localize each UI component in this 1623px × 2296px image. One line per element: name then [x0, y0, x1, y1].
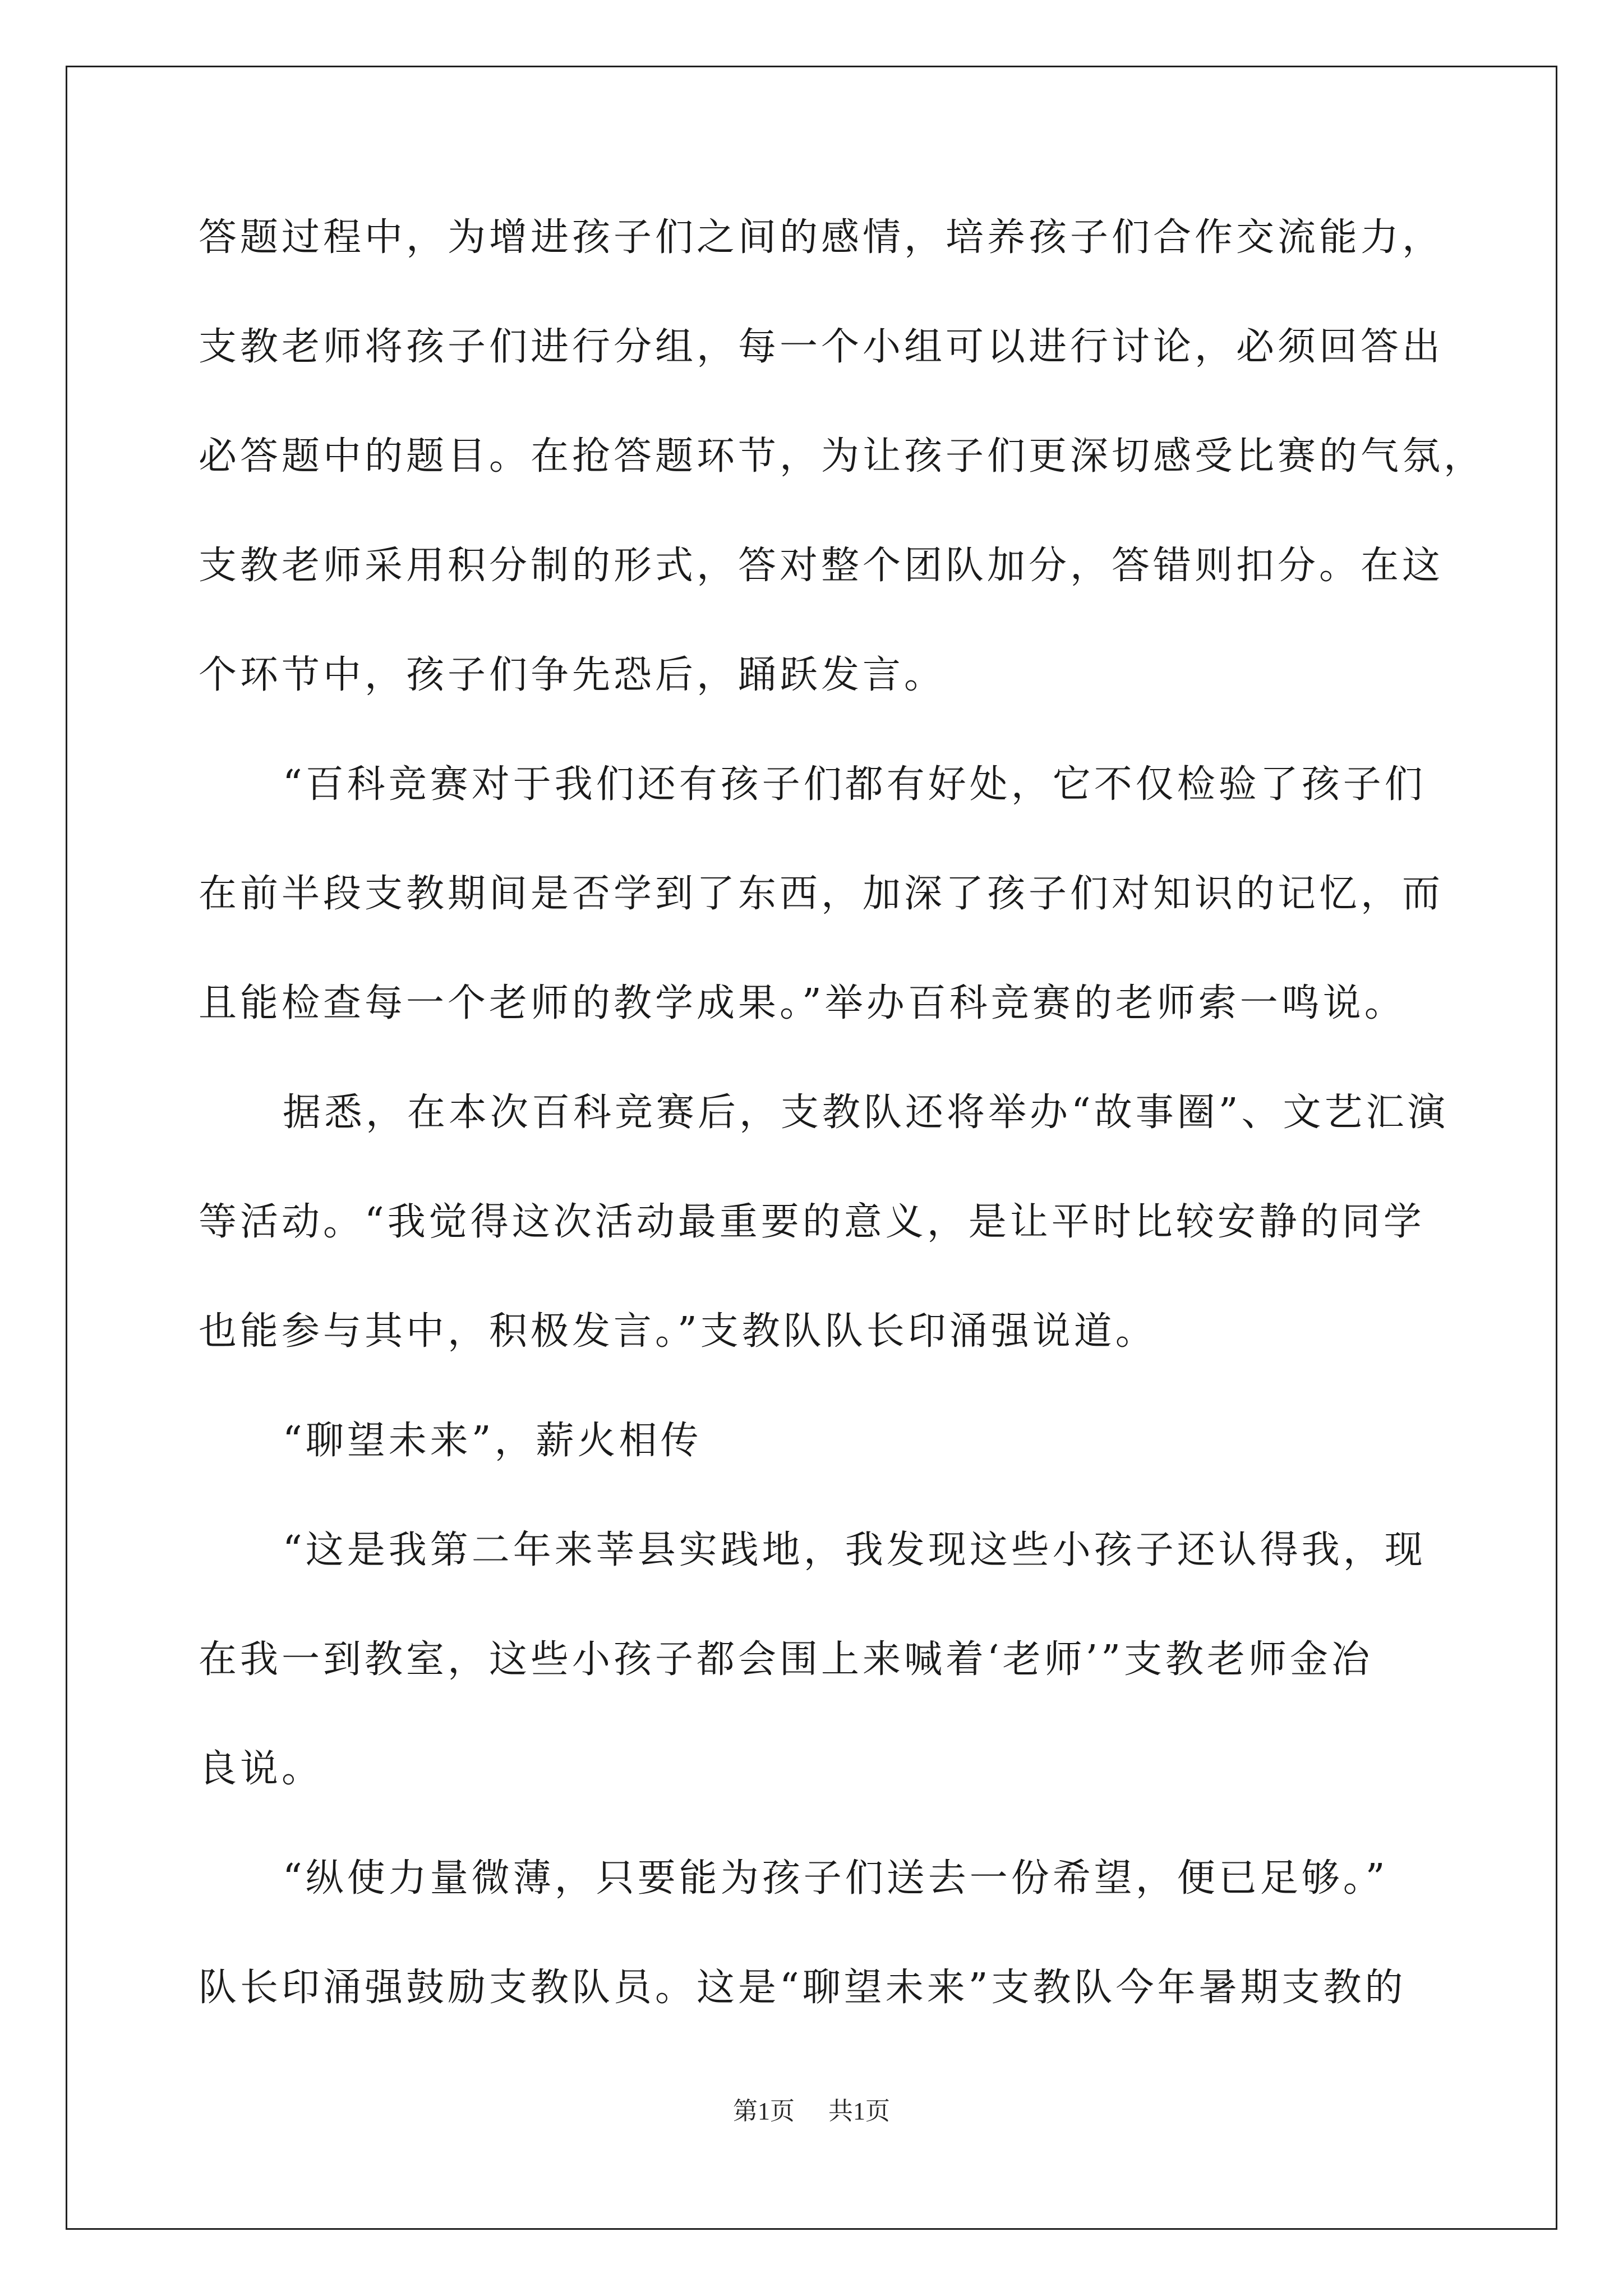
- text-line: 等活动。“我觉得这次活动最重要的意义，是让平时比较安静的同学: [199, 1200, 1425, 1244]
- text-line: 且能检查每一个老师的教学成果。”举办百科竞赛的老师索一鸣说。: [199, 981, 1406, 1025]
- text-line: 个环节中，孩子们争先恐后，踊跃发言。: [199, 653, 946, 697]
- page-number: 第1页: [733, 2097, 795, 2125]
- paragraph-first-line: “纵使力量微薄，只要能为孩子们送去一份希望，便已足够。”: [283, 1856, 1389, 1901]
- paragraph-first-line: “这是我第二年来莘县实践地，我发现这些小孩子还认得我，现: [283, 1528, 1426, 1572]
- text-line: 答题过程中，为增进孩子们之间的感情，培养孩子们合作交流能力，: [199, 215, 1444, 260]
- text-line: 也能参与其中，积极发言。”支教队队长印涌强说道。: [199, 1309, 1157, 1354]
- section-heading: “聊望未来”，薪火相传: [283, 1419, 702, 1463]
- document-body: [199, 208, 1486, 2067]
- page-total: 共1页: [828, 2097, 890, 2125]
- text-line: 队长印涌强鼓励支教队员。这是“聊望未来”支教队今年暑期支教的: [199, 1966, 1407, 2010]
- text-line: 支教老师将孩子们进行分组，每一个小组可以进行讨论，必须回答出: [199, 325, 1444, 369]
- text-line: 在我一到教室，这些小孩子都会围上来喊着‘老师’”支教老师金冶: [199, 1637, 1373, 1682]
- text-line: 良说。: [199, 1747, 324, 1791]
- page-footer: [0, 2091, 1623, 2127]
- text-line: 在前半段支教期间是否学到了东西，加深了孩子们对知识的记忆，而: [199, 872, 1444, 916]
- paragraph-first-line: “百科竞赛对于我们还有孩子们都有好处，它不仅检验了孩子们: [283, 762, 1426, 807]
- text-line: 支教老师采用积分制的形式，答对整个团队加分，答错则扣分。在这: [199, 544, 1444, 588]
- paragraph-first-line: 据悉，在本次百科竞赛后，支教队还将举办“故事圈”、文艺汇演: [283, 1091, 1449, 1135]
- text-line: 必答题中的题目。在抢答题环节，为让孩子们更深切感受比赛的气氛，: [199, 434, 1486, 478]
